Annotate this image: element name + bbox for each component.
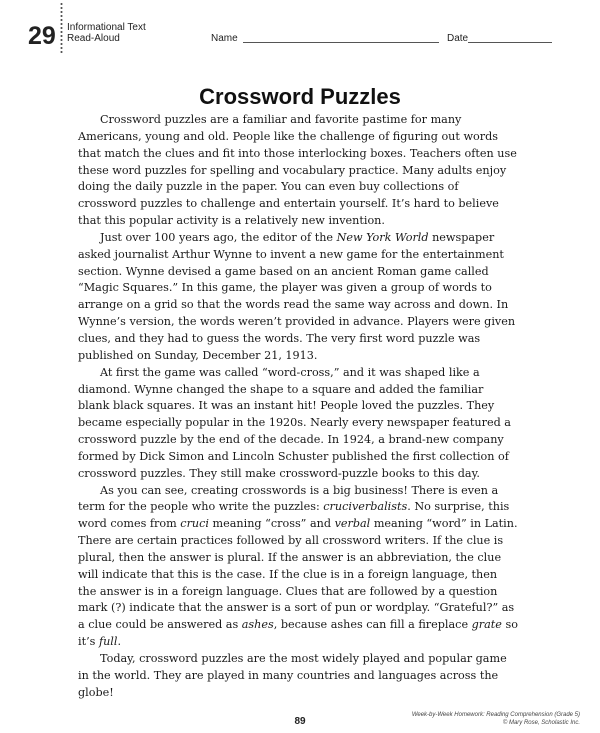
text-run: Just over 100 years ago, the editor of the [100,230,337,244]
footer-page-number: 89 [294,716,306,727]
paragraph-2 [78,230,518,365]
credit-line-copyright: © Mary Rose, Scholastic Inc. [502,720,580,726]
activity-number: 29 [28,22,56,50]
text-run: Crossword puzzles are a familiar and favorite pastime for many Americans, young and old. People like the challenge of figuring out words that match the clues and fit into those interlocking boxes. Teachers often use these word puzzles for spelling and vocabulary practice. Many adults enjoy doing the daily puzzle in the paper. You can even buy collections of crossword puzzles to challenge and entertain yourself. It’s hard to believe that this popular activity is a relatively new invention. [78,113,517,228]
copyright-credit [412,711,580,727]
italic-term: cruciverbalists [323,500,408,514]
date-label: Date [447,33,469,44]
text-run: newspaper asked journalist Arthur Wynne to invent a new game for the entertainment section. Wynne devised a game based on an ancient Roman game called “Magic Squares.” In this game, the player was given a group of words to arrange on a grid so that the words read the same way across and down. In Wynne’s version, the words weren’t provided in advance. Players were given clues, and they had to guess the words. The very first word puzzle was published on Sunday, December 21, 1913. [78,230,516,362]
italic-term: full [98,635,118,649]
credit-line-book: Week-by-Week Homework: Reading Comprehension (Grade 5) [411,712,580,718]
italic-term: ashes [241,618,274,632]
italic-term: cruci [180,517,209,531]
paragraph-1 [78,112,518,230]
paragraph-5 [78,651,518,702]
text-run: so it’s [78,618,518,649]
italic-term: New York World [336,230,429,244]
text-run: . No surprise, this word comes from [78,500,510,531]
paragraph-3 [78,365,518,483]
section-sublabel: Read-Aloud [67,33,120,44]
name-field[interactable] [243,42,439,43]
text-run: At first the game was called “word-cross,” and it was shaped like a diamond. Wynne changed the shape to a square and added the familiar blank black squares. It was an instant hit! People loved the puzzles. They became especially popular in the 1920s. Nearly every newspaper featured a crossword puzzle by the end of the decade. In 1924, a brand-new company formed by Dick Simon and Lincoln Schuster published the first collection of crossword puzzles. They still make crossword-puzzle books to this day. [78,365,511,480]
paragraph-4 [78,483,518,651]
date-field[interactable] [468,42,552,43]
italic-term: grate [471,618,502,632]
dotted-divider [60,2,63,54]
page-header [0,0,600,60]
text-run: meaning “word” in Latin. There are certain practices followed by all crossword writers. If the clue is plural, then the answer is plural. If the answer is an abbreviation, the clue will indicate that this is the case. If the clue is in a foreign language, then the answer is in a foreign language. Clues that are followed by a question mark (?) indicate that the answer is a sort of pun or wordplay. “Grateful?” as a clue could be answered as [78,517,518,632]
text-run: . [117,635,122,649]
page-title: Crossword Puzzles [199,84,401,109]
name-label: Name [211,33,238,44]
article-body [78,112,518,702]
text-run: As you can see, creating crosswords is a big business! There is even a term for the people who write the puzzles: [78,483,499,514]
text-run: Today, crossword puzzles are the most widely played and popular game in the world. They are played in many countries and languages across the globe! [78,652,507,699]
italic-term: verbal [334,517,371,531]
text-run: , because ashes can fill a fireplace [273,618,472,632]
text-run: meaning “cross” and [208,517,335,531]
section-label: Informational Text [67,22,146,33]
